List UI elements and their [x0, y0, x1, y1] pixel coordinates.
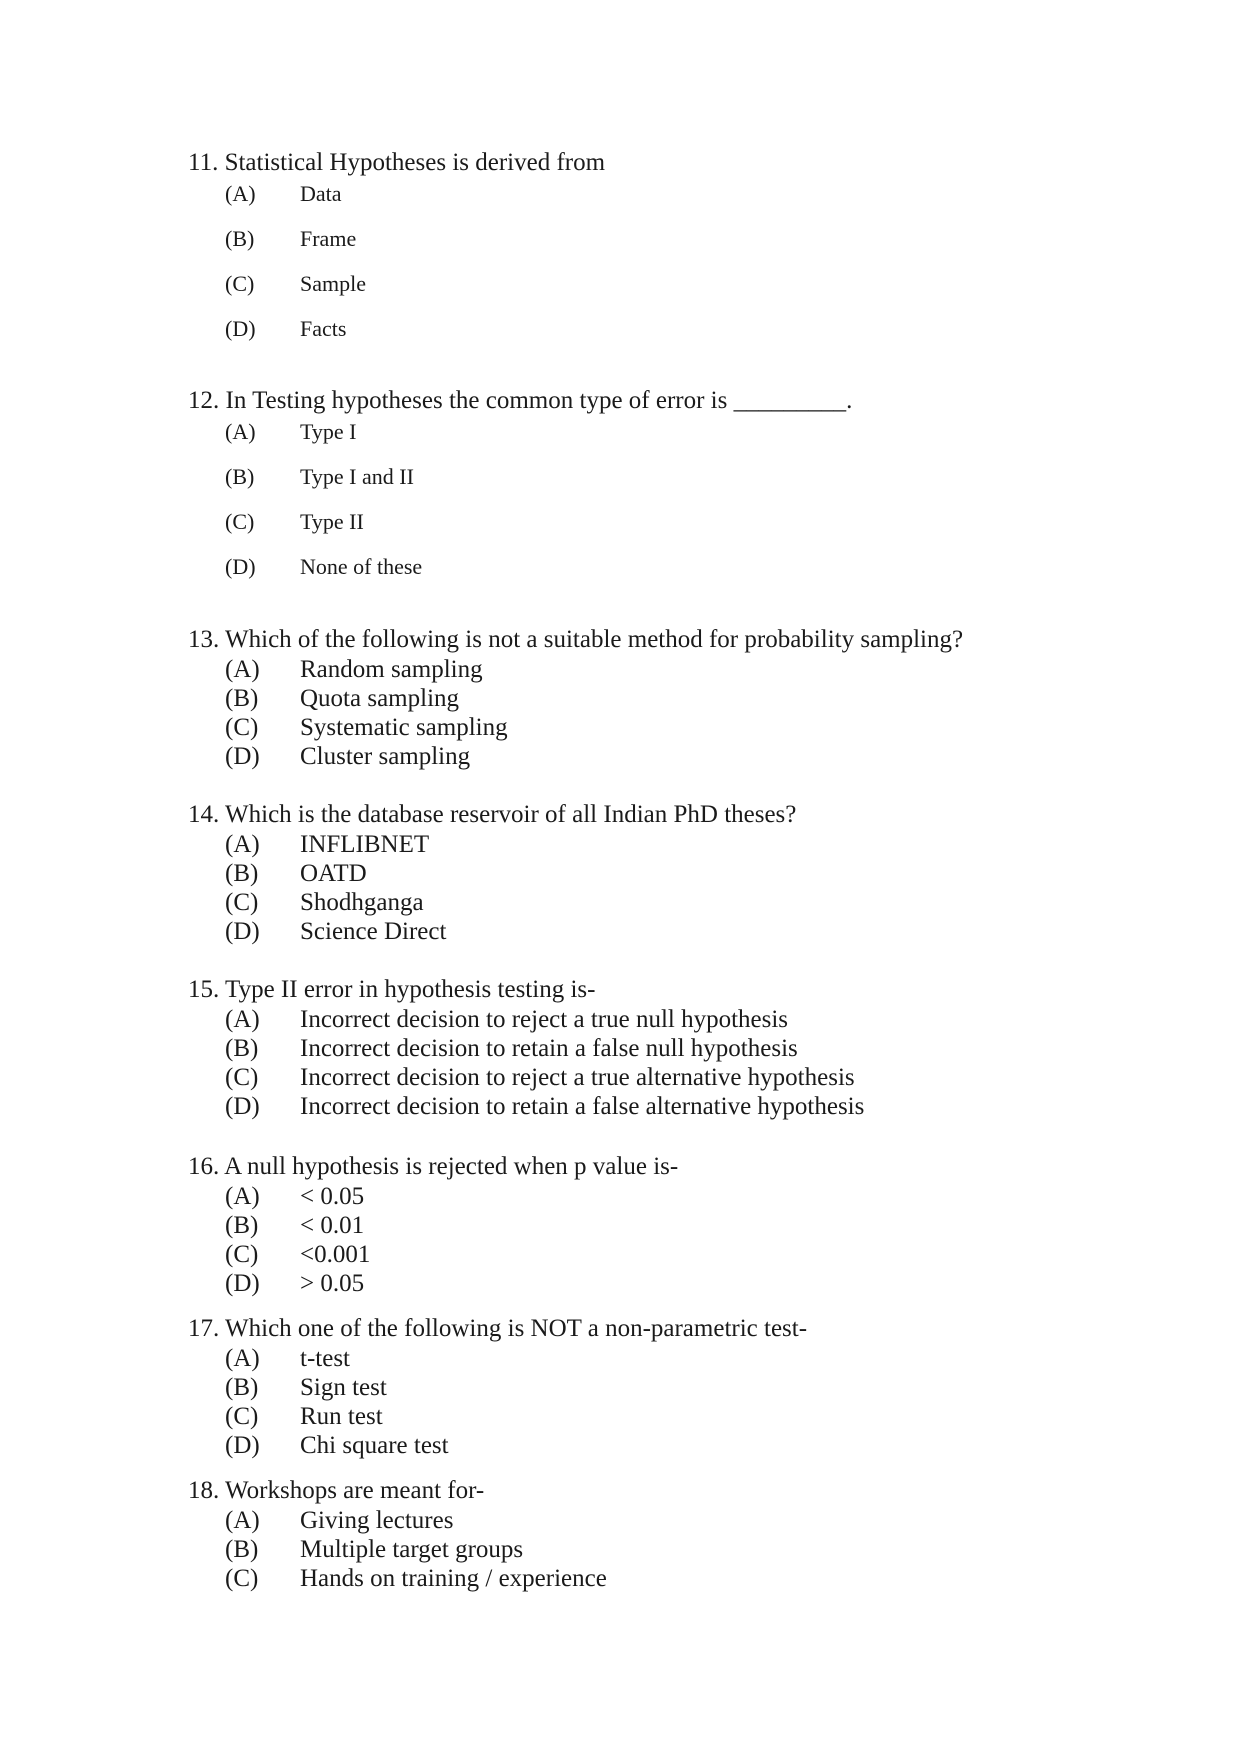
- option-c: [188, 1063, 1168, 1092]
- question-13: [188, 625, 1168, 771]
- option-text: > 0.05: [300, 1270, 365, 1297]
- option-text: Frame: [300, 226, 357, 251]
- option-text: None of these: [300, 554, 423, 579]
- option-c: [188, 507, 1168, 552]
- option-b: [188, 462, 1168, 507]
- option-text: < 0.05: [300, 1183, 365, 1210]
- option-a: [188, 830, 1168, 859]
- option-text: Type I and II: [300, 464, 414, 489]
- option-text: < 0.01: [300, 1212, 365, 1239]
- option-text: Sign test: [300, 1374, 387, 1401]
- option-letter: (C): [225, 714, 259, 741]
- question-text: 13. Which of the following is not a suitable method for probability sampling?: [188, 626, 964, 653]
- option-text: Quota sampling: [300, 685, 460, 712]
- option-c: [188, 1402, 1168, 1431]
- option-text: Type I: [300, 419, 357, 444]
- option-letter: (D): [225, 1270, 260, 1297]
- option-text: Data: [300, 181, 342, 206]
- option-text: Cluster sampling: [300, 743, 471, 770]
- option-a: [188, 1344, 1168, 1373]
- option-letter: (A): [225, 1183, 260, 1210]
- option-text: Incorrect decision to reject a true alternative hypothesis: [300, 1064, 855, 1091]
- options-list: [188, 1506, 1168, 1593]
- question-text: 18. Workshops are meant for-: [188, 1477, 485, 1504]
- option-c: [188, 713, 1168, 742]
- options-list: [188, 1182, 1168, 1298]
- option-letter: (A): [225, 181, 256, 206]
- option-letter: (D): [225, 316, 256, 341]
- option-letter: (B): [225, 1374, 259, 1401]
- option-text: Chi square test: [300, 1432, 449, 1459]
- option-d: [188, 552, 1168, 597]
- question-15: [188, 975, 1168, 1121]
- option-letter: (A): [225, 831, 260, 858]
- question-12: [188, 386, 1168, 597]
- option-a: [188, 417, 1168, 462]
- option-text: Science Direct: [300, 918, 447, 945]
- option-letter: (D): [225, 1432, 260, 1459]
- option-d: [188, 742, 1168, 771]
- option-letter: (C): [225, 889, 259, 916]
- options-list: [188, 179, 1168, 359]
- option-d: [188, 1269, 1168, 1298]
- question-text: 15. Type II error in hypothesis testing is-: [188, 976, 596, 1003]
- option-text: Incorrect decision to retain a false null hypothesis: [300, 1035, 798, 1062]
- option-b: [188, 1034, 1168, 1063]
- question-text: 14. Which is the database reservoir of all Indian PhD theses?: [188, 801, 797, 828]
- option-text: t-test: [300, 1345, 350, 1372]
- option-text: INFLIBNET: [300, 831, 430, 858]
- option-text: Systematic sampling: [300, 714, 508, 741]
- option-b: [188, 1373, 1168, 1402]
- option-text: Sample: [300, 271, 366, 296]
- option-text: Shodhganga: [300, 889, 424, 916]
- option-text: Multiple target groups: [300, 1536, 524, 1563]
- option-text: Incorrect decision to reject a true null hypothesis: [300, 1006, 789, 1033]
- option-letter: (C): [225, 1565, 259, 1592]
- options-list: [188, 1344, 1168, 1460]
- option-letter: (A): [225, 419, 256, 444]
- option-b: [188, 684, 1168, 713]
- option-letter: (B): [225, 685, 259, 712]
- option-b: [188, 1211, 1168, 1240]
- question-17: [188, 1314, 1168, 1460]
- option-text: Incorrect decision to retain a false alternative hypothesis: [300, 1093, 865, 1120]
- option-a: [188, 1506, 1168, 1535]
- option-letter: (C): [225, 509, 255, 534]
- options-list: [188, 1005, 1168, 1121]
- option-b: [188, 224, 1168, 269]
- option-text: Facts: [300, 316, 347, 341]
- options-list: [188, 417, 1168, 597]
- option-b: [188, 1535, 1168, 1564]
- option-text: Type II: [300, 509, 364, 534]
- option-c: [188, 269, 1168, 314]
- question-16: [188, 1152, 1168, 1298]
- option-text: Run test: [300, 1403, 383, 1430]
- option-letter: (D): [225, 743, 260, 770]
- option-letter: (C): [225, 1403, 259, 1430]
- option-text: OATD: [300, 860, 367, 887]
- option-letter: (B): [225, 464, 255, 489]
- option-text: <0.001: [300, 1241, 371, 1268]
- option-letter: (D): [225, 918, 260, 945]
- option-letter: (A): [225, 656, 260, 683]
- option-c: [188, 1564, 1168, 1593]
- option-text: Giving lectures: [300, 1507, 454, 1534]
- option-a: [188, 1005, 1168, 1034]
- option-c: [188, 888, 1168, 917]
- options-list: [188, 655, 1168, 771]
- option-letter: (D): [225, 554, 256, 579]
- options-list: [188, 830, 1168, 946]
- option-d: [188, 314, 1168, 359]
- option-letter: (C): [225, 271, 255, 296]
- option-letter: (B): [225, 1536, 259, 1563]
- option-letter: (C): [225, 1241, 259, 1268]
- option-a: [188, 179, 1168, 224]
- option-letter: (B): [225, 860, 259, 887]
- option-text: Hands on training / experience: [300, 1565, 607, 1592]
- option-d: [188, 1431, 1168, 1460]
- option-letter: (C): [225, 1064, 259, 1091]
- option-letter: (A): [225, 1345, 260, 1372]
- option-letter: (A): [225, 1507, 260, 1534]
- option-letter: (D): [225, 1093, 260, 1120]
- option-a: [188, 1182, 1168, 1211]
- option-letter: (B): [225, 1212, 259, 1239]
- option-letter: (A): [225, 1006, 260, 1033]
- question-14: [188, 800, 1168, 946]
- option-b: [188, 859, 1168, 888]
- option-a: [188, 655, 1168, 684]
- option-c: [188, 1240, 1168, 1269]
- option-text: Random sampling: [300, 656, 483, 683]
- question-11: [188, 148, 1168, 359]
- option-d: [188, 1092, 1168, 1121]
- option-d: [188, 917, 1168, 946]
- option-letter: (B): [225, 226, 255, 251]
- question-text: 17. Which one of the following is NOT a non-parametric test-: [188, 1315, 808, 1342]
- option-letter: (B): [225, 1035, 259, 1062]
- question-18: [188, 1476, 1168, 1593]
- question-text: 12. In Testing hypotheses the common type of error is _________.: [188, 387, 853, 414]
- question-text: 11. Statistical Hypotheses is derived from: [188, 149, 606, 176]
- question-text: 16. A null hypothesis is rejected when p value is-: [188, 1153, 679, 1180]
